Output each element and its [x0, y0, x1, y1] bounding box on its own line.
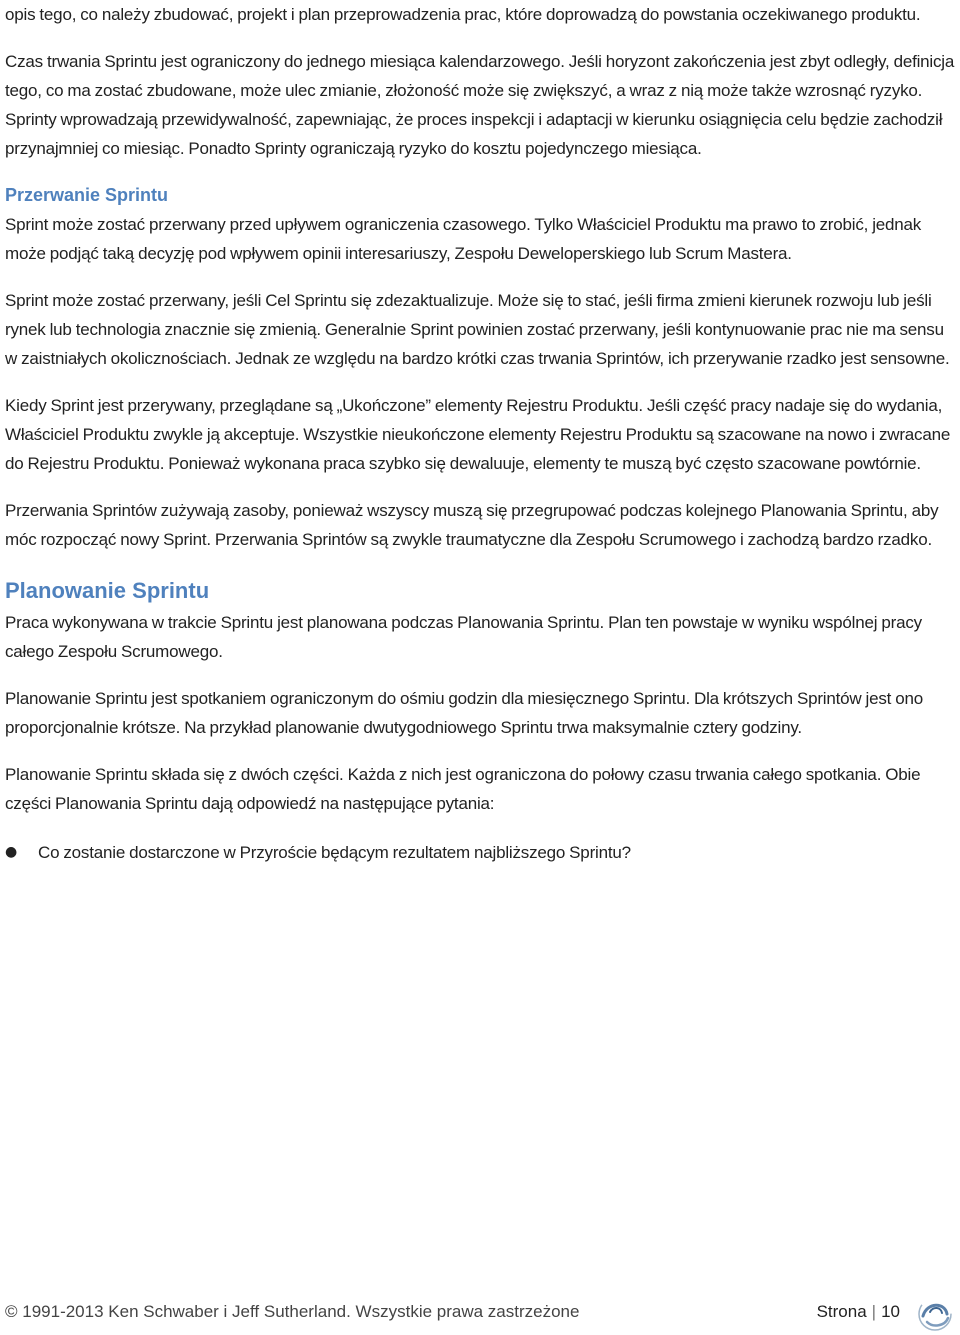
paragraph: Czas trwania Sprintu jest ograniczony do jednego miesiąca kalendarzowego. Jeśli horyzont zakończenia jest zbyt odległy, definicja tego, co ma zostać zbudowane, może ulec zmianie, złożoność może się zwiększyć, a wraz z nią może także wzrosnąć ryzyko. Sprinty wprowadzają przewidywalność, zapewniając, że proces inspekcji i adaptacji w kierunku osiągnięcia celu będzie zachodził przynajmniej co miesiąc. Ponadto Sprinty ograniczają ryzyko do kosztu pojedynczego miesiąca. — [5, 52, 955, 158]
list-item-text: Co zostanie dostarczone w Przyroście będącym rezultatem najbliższego Sprintu? — [38, 843, 631, 862]
page-label: Strona — [816, 1302, 867, 1321]
paragraph: Sprint może zostać przerwany, jeśli Cel Sprintu się zdezaktualizuje. Może się to stać, jeśli firma zmieni kierunek rozwoju lub jeśli rynek lub technologia znacznie się zmienią. Generalnie Sprint powinien zostać przerwany, jeśli kontynuowanie prac nie ma sensu w zaistniałych okolicznościach. Jednak ze względu na bardzo krótki czas trwania Sprintów, ich przerywanie rzadko jest sensowne. — [5, 291, 950, 368]
swirl-logo-icon — [915, 1294, 955, 1334]
section-heading-przerwanie: Przerwanie Sprintu — [5, 185, 169, 205]
bullet-icon: ● — [5, 844, 18, 860]
page-number-label — [817, 1302, 900, 1322]
page-separator: | — [871, 1302, 877, 1321]
page-footer — [5, 1298, 955, 1332]
list-item — [5, 838, 955, 867]
copyright-notice: © 1991-2013 Ken Schwaber i Jeff Sutherland. Wszystkie prawa zastrzeżone — [5, 1302, 580, 1321]
paragraph: Kiedy Sprint jest przerywany, przeglądane są „Ukończone” elementy Rejestru Produktu. Jeśli część pracy nadaje się do wydania, Właściciel Produktu zwykle ją akceptuje. Wszystkie nieukończone elementy Rejestru Produktu są szacowane na nowo i zwracane do Rejestru Produktu. Ponieważ wykonana praca szybko się dewaluuje, elementy te muszą być często szacowane powtórnie. — [5, 396, 951, 473]
section-heading-planowanie: Planowanie Sprintu — [5, 578, 210, 603]
page-number: 10 — [881, 1302, 900, 1321]
document-page — [5, 0, 955, 867]
paragraph: Sprint może zostać przerwany przed upływem ograniczenia czasowego. Tylko Właściciel Produktu ma prawo to zrobić, jednak może podjąć taką decyzję pod wpływem opinii interesariuszy, Zespołu Deweloperskiego lub Scrum Mastera. — [5, 215, 922, 263]
paragraph: Przerwania Sprintów zużywają zasoby, ponieważ wszyscy muszą się przegrupować podczas kolejnego Planowania Sprintu, aby móc rozpocząć nowy Sprint. Przerwania Sprintów są zwykle traumatyczne dla Zespołu Scrumowego i zachodzą bardzo rzadko. — [5, 501, 939, 549]
paragraph: Planowanie Sprintu jest spotkaniem ograniczonym do ośmiu godzin dla miesięcznego Sprintu. Dla krótszych Sprintów jest ono proporcjonalnie krótsze. Na przykład planowanie dwutygodniowego Sprintu trwa maksymalnie cztery godziny. — [5, 689, 923, 737]
paragraph: Planowanie Sprintu składa się z dwóch części. Każda z nich jest ograniczona do połowy czasu trwania całego spotkania. Obie części Planowania Sprintu dają odpowiedź na następujące pytania: — [5, 765, 921, 813]
paragraph: Praca wykonywana w trakcie Sprintu jest planowana podczas Planowania Sprintu. Plan ten powstaje w wyniku wspólnej pracy całego Zespołu Scrumowego. — [5, 613, 922, 661]
paragraph: opis tego, co należy zbudować, projekt i plan przeprowadzenia prac, które doprowadzą do powstania oczekiwanego produktu. — [5, 5, 921, 24]
